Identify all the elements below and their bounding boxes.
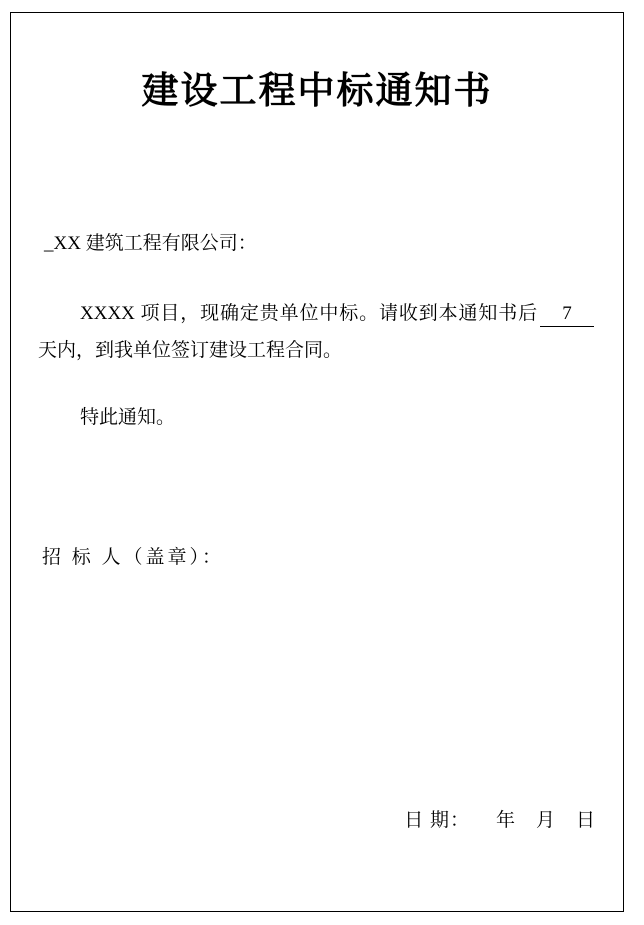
- date-line: [404, 805, 596, 832]
- document-content: [10, 12, 624, 912]
- date-year-label: 年: [495, 810, 516, 831]
- addressee-line: _XX 建筑工程有限公司：: [44, 233, 257, 255]
- days-blank-field[interactable]: 7: [540, 303, 594, 327]
- date-day-label: 日: [575, 810, 596, 831]
- signature-label: 招 标 人（盖章）：: [42, 547, 225, 569]
- notice-paragraph: [38, 369, 596, 433]
- body-text-part-2: 天内，到我单位签订建设工程合同。: [38, 339, 343, 361]
- date-month-label: 月: [535, 810, 556, 831]
- body-text-part-1: XXXX 项目，现确定贵单位中标。请收到本通知书后: [80, 302, 538, 324]
- date-label: 日 期：: [404, 810, 470, 831]
- page-title: 建设工程中标通知书: [141, 68, 493, 112]
- body-paragraph: [38, 259, 596, 369]
- notice-text: 特此通知。: [80, 406, 176, 428]
